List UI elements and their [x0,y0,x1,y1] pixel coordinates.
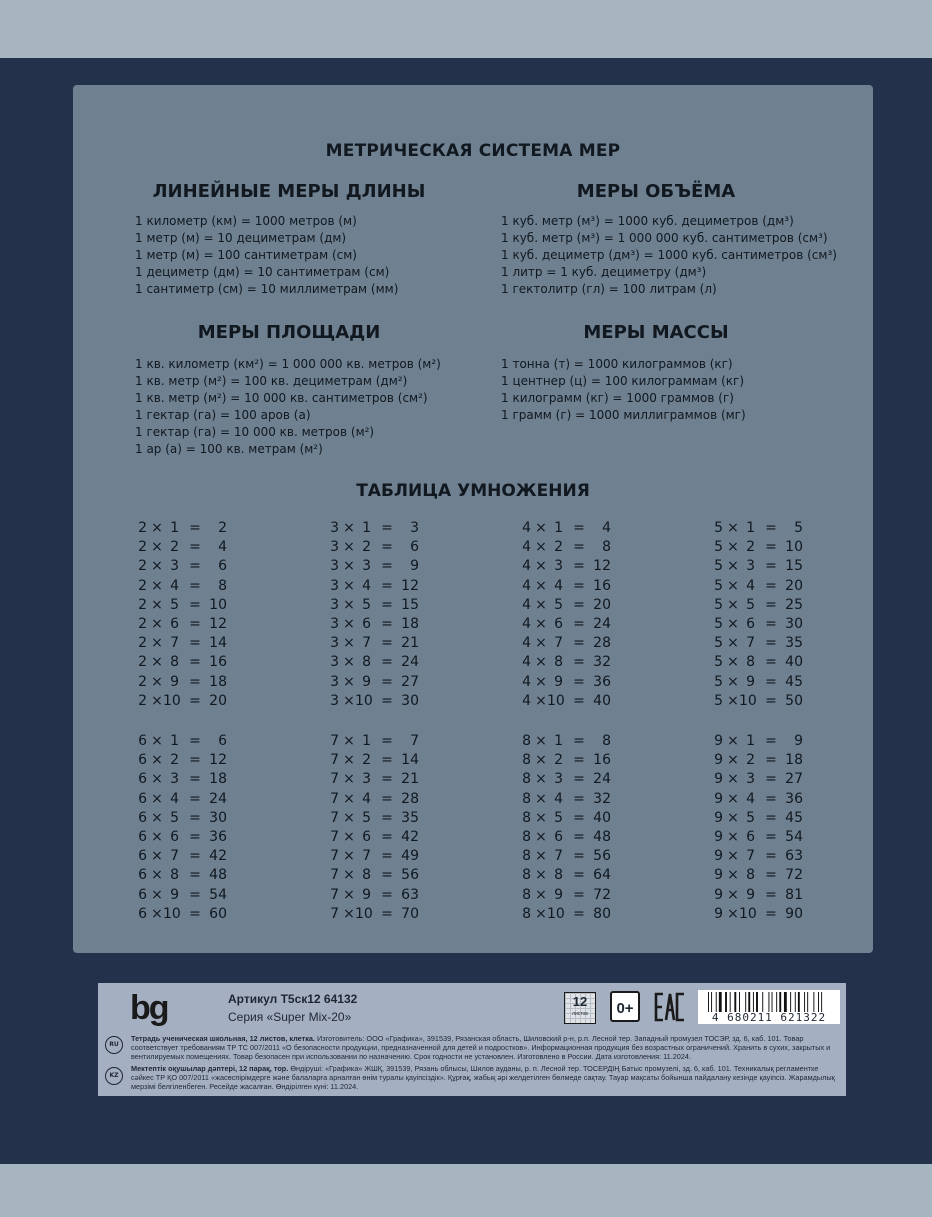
multiplication-row: 4 × 3 = 12 [522,558,611,575]
multiplication-row: 6 × 1 = 6 [138,733,227,749]
multiplication-row: 7 × 6 = 42 [330,828,419,845]
multiplication-row: 8 × 4 = 32 [522,790,611,807]
multiplication-row: 9 × 8 = 72 [714,867,803,884]
multiplication-column-2 [135,520,245,712]
mass-line: 1 грамм (г) = 1000 миллиграммов (мг) [501,408,746,422]
multiplication-row: 4 × 10 = 40 [522,692,611,709]
multiplication-column-7 [327,733,437,925]
multiplication-row: 5 × 6 = 30 [714,615,803,632]
multiplication-row: 7 × 4 = 28 [330,790,419,807]
multiplication-row: 9 × 2 = 18 [714,752,803,769]
multiplication-row: 6 × 9 = 54 [138,886,227,903]
volume-list [501,213,837,298]
multiplication-row: 3 × 10 = 30 [330,692,419,709]
kz-text: Өндіруші: «Графика» ЖШҚ, 391539, Рязань облысы, Шилов ауданы, р. п. Лесной тер. ТОСЕРДІҢ Батыс промузелі, зд. 6, каб. 101. Техникалық регламентке сәйкес ТР ҚО 007/2011 «жасөспірімдерге және балаларға арналған өнім туралы қауіпсіздік». Құрғақ, жабық әрі желдетілген бөлмеде сақтау. Тауар мақсаты бойынша пайдалану кезінде қауіпсіз. Жарамдылық мерзімі белгіленбеген. Ресейде жасалған. Өндірілген күні: 11.2024. [131,1064,835,1091]
ru-title: Тетрадь ученическая школьная, 12 листов, клетка. [131,1034,315,1043]
volume-line: 1 гектолитр (гл) = 100 литрам (л) [501,282,717,296]
multiplication-row: 6 × 8 = 48 [138,867,227,884]
brand-logo: bg [130,989,168,1027]
multiplication-row: 6 × 7 = 42 [138,848,227,865]
barcode [698,990,840,1024]
sheets-badge [564,992,596,1024]
multiplication-row: 4 × 4 = 16 [522,577,611,594]
multiplication-row: 2 × 7 = 14 [138,635,227,652]
kz-badge: KZ [105,1067,123,1085]
kz-description [131,1064,841,1091]
multiplication-row: 3 × 1 = 3 [330,520,419,536]
multiplication-row: 2 × 1 = 2 [138,520,227,536]
multiplication-row: 9 × 3 = 27 [714,771,803,788]
mass-list [501,356,746,424]
age-rating: 0+ [610,991,640,1022]
mass-line: 1 центнер (ц) = 100 килограммам (кг) [501,374,745,388]
multiplication-row: 5 × 3 = 15 [714,558,803,575]
multiplication-column-4 [519,520,629,712]
length-line: 1 километр (км) = 1000 метров (м) [135,214,357,228]
sheets-count: 12 [572,994,588,1009]
multiplication-row: 6 × 2 = 12 [138,752,227,769]
length-line: 1 метр (м) = 10 дециметрам (дм) [135,231,347,245]
multiplication-row: 7 × 5 = 35 [330,809,419,826]
multiplication-column-5 [711,520,821,712]
multiplication-row: 4 × 9 = 36 [522,673,611,690]
multiplication-title: ТАБЛИЦА УМНОЖЕНИЯ [356,481,590,501]
multiplication-row: 2 × 8 = 16 [138,654,227,671]
multiplication-row: 4 × 2 = 8 [522,539,611,556]
multiplication-row: 5 × 4 = 20 [714,577,803,594]
volume-line: 1 куб. метр (м³) = 1 000 000 куб. сантиметров (см³) [501,231,828,245]
multiplication-row: 3 × 4 = 12 [330,577,419,594]
multiplication-row: 7 × 9 = 63 [330,886,419,903]
multiplication-row: 4 × 7 = 28 [522,635,611,652]
multiplication-column-6 [135,733,245,925]
multiplication-row: 3 × 8 = 24 [330,654,419,671]
multiplication-row: 4 × 8 = 32 [522,654,611,671]
multiplication-row: 5 × 10 = 50 [714,692,803,709]
multiplication-row: 7 × 3 = 21 [330,771,419,788]
ru-description [131,1034,841,1061]
mass-title: МЕРЫ МАССЫ [583,322,729,343]
area-line: 1 кв. метр (м²) = 10 000 кв. сантиметров (см²) [135,391,428,405]
multiplication-row: 6 × 5 = 30 [138,809,227,826]
multiplication-row: 9 × 7 = 63 [714,848,803,865]
multiplication-row: 3 × 3 = 9 [330,558,419,575]
barcode-icon [708,992,836,1012]
area-line: 1 гектар (га) = 10 000 кв. метров (м²) [135,425,375,439]
length-line: 1 сантиметр (см) = 10 миллиметрам (мм) [135,282,399,296]
multiplication-row: 4 × 5 = 20 [522,596,611,613]
multiplication-row: 2 × 10 = 20 [138,692,227,709]
multiplication-row: 7 × 10 = 70 [330,905,419,922]
multiplication-row: 9 × 4 = 36 [714,790,803,807]
length-line: 1 дециметр (дм) = 10 сантиметрам (см) [135,265,390,279]
barcode-digits: 4 680211 621322 [711,1011,827,1024]
article-number: Артикул T5ск12 64132 [228,992,358,1006]
mass-line: 1 тонна (т) = 1000 килограммов (кг) [501,357,733,371]
multiplication-row: 6 × 6 = 36 [138,828,227,845]
multiplication-row: 4 × 1 = 4 [522,520,611,536]
multiplication-row: 2 × 2 = 4 [138,539,227,556]
multiplication-row: 8 × 8 = 64 [522,867,611,884]
volume-line: 1 куб. метр (м³) = 1000 куб. дециметров (дм³) [501,214,794,228]
eac-icon [654,991,686,1023]
multiplication-row: 3 × 6 = 18 [330,615,419,632]
multiplication-row: 5 × 8 = 40 [714,654,803,671]
multiplication-row: 9 × 10 = 90 [714,905,803,922]
area-line: 1 кв. километр (км²) = 1 000 000 кв. метров (м²) [135,357,441,371]
area-line: 1 кв. метр (м²) = 100 кв. дециметрам (дм²) [135,374,408,388]
multiplication-row: 5 × 1 = 5 [714,520,803,536]
multiplication-row: 9 × 1 = 9 [714,733,803,749]
multiplication-row: 6 × 3 = 18 [138,771,227,788]
multiplication-row: 9 × 5 = 45 [714,809,803,826]
area-line: 1 гектар (га) = 100 аров (а) [135,408,311,422]
multiplication-row: 2 × 9 = 18 [138,673,227,690]
length-list [135,213,398,298]
multiplication-row: 3 × 5 = 15 [330,596,419,613]
page-title: МЕТРИЧЕСКАЯ СИСТЕМА МЕР [325,141,621,161]
multiplication-row: 9 × 9 = 81 [714,886,803,903]
multiplication-row: 5 × 2 = 10 [714,539,803,556]
multiplication-row: 7 × 8 = 56 [330,867,419,884]
multiplication-row: 6 × 10 = 60 [138,905,227,922]
series-name: Серия «Super Mix-20» [228,1010,352,1024]
multiplication-row: 5 × 7 = 35 [714,635,803,652]
multiplication-row: 8 × 6 = 48 [522,828,611,845]
kz-title: Мектептік оқушылар дәптері, 12 парақ, тор. [131,1064,289,1073]
multiplication-row: 7 × 7 = 49 [330,848,419,865]
ru-text: Изготовитель: ООО «Графика», 391539, Рязанская область, Шиловский р-н, р.п. Лесной тер. Западный промузел ТОСЭР, зд. 6, каб. 101. Товар соответствует требованиям ТР ТС 007/2011 «О безопасности продукции, предназначенной для детей и подростков». Информационная продукция без возрастных ограничений. Хранить в сухих, закрытых и вентилируемых помещениях. Товар безопасен при использовании по назначению. Срок годности не установлен. Изготовлено в России. Дата изготовления: 11.2024. [131,1034,831,1061]
product-label [98,983,846,1096]
area-list [135,356,441,458]
multiplication-column-8 [519,733,629,925]
area-line: 1 ар (а) = 100 кв. метрам (м²) [135,442,323,456]
volume-line: 1 куб. дециметр (дм³) = 1000 куб. сантиметров (см³) [501,248,837,262]
ru-badge: RU [105,1036,123,1054]
multiplication-row: 8 × 7 = 56 [522,848,611,865]
multiplication-row: 2 × 4 = 8 [138,577,227,594]
multiplication-row: 6 × 4 = 24 [138,790,227,807]
multiplication-column-9 [711,733,821,925]
multiplication-row: 8 × 5 = 40 [522,809,611,826]
area-title: МЕРЫ ПЛОЩАДИ [197,322,381,343]
sheets-sub: листов [572,1011,588,1017]
multiplication-row: 7 × 1 = 7 [330,733,419,749]
multiplication-row: 8 × 3 = 24 [522,771,611,788]
multiplication-row: 9 × 6 = 54 [714,828,803,845]
multiplication-row: 8 × 9 = 72 [522,886,611,903]
multiplication-column-3 [327,520,437,712]
multiplication-row: 4 × 6 = 24 [522,615,611,632]
reference-panel [73,85,873,953]
multiplication-row: 8 × 10 = 80 [522,905,611,922]
multiplication-row: 3 × 2 = 6 [330,539,419,556]
multiplication-row: 5 × 5 = 25 [714,596,803,613]
multiplication-row: 2 × 3 = 6 [138,558,227,575]
length-title: ЛИНЕЙНЫЕ МЕРЫ ДЛИНЫ [152,181,426,202]
multiplication-row: 2 × 6 = 12 [138,615,227,632]
multiplication-row: 8 × 2 = 16 [522,752,611,769]
multiplication-row: 5 × 9 = 45 [714,673,803,690]
multiplication-row: 2 × 5 = 10 [138,596,227,613]
length-line: 1 метр (м) = 100 сантиметрам (см) [135,248,357,262]
mass-line: 1 килограмм (кг) = 1000 граммов (г) [501,391,734,405]
multiplication-row: 7 × 2 = 14 [330,752,419,769]
volume-title: МЕРЫ ОБЪЁМА [576,181,736,202]
volume-line: 1 литр = 1 куб. дециметру (дм³) [501,265,707,279]
multiplication-row: 3 × 7 = 21 [330,635,419,652]
multiplication-row: 8 × 1 = 8 [522,733,611,749]
multiplication-row: 3 × 9 = 27 [330,673,419,690]
